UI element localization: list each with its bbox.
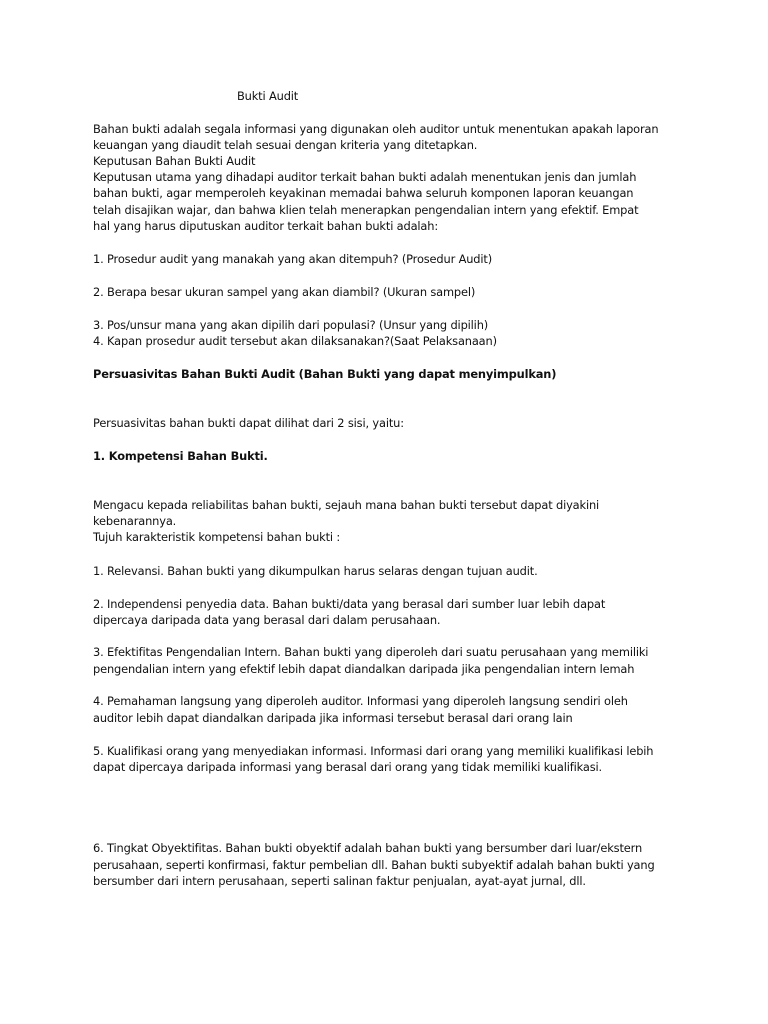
characteristic-line: bersumber dari intern perusahaan, seperti salinan faktur penjualan, ayat-ayat jurnal, dll. <box>93 874 586 888</box>
intro-line: Keputusan Bahan Bukti Audit <box>93 154 256 168</box>
characteristic-line: 6. Tingkat Obyektifitas. Bahan bukti obyektif adalah bahan bukti yang bersumber dari luar/ekstern <box>93 841 643 855</box>
intro-line: keuangan yang diaudit telah sesuai dengan kriteria yang ditetapkan. <box>93 138 478 152</box>
characteristic-line: dapat dipercaya daripada informasi yang berasal dari orang yang tidak memiliki kualifikasi. <box>93 760 602 774</box>
characteristic-line: 3. Efektifitas Pengendalian Intern. Bahan bukti yang diperoleh dari suatu perusahaan yang memiliki <box>93 645 649 659</box>
competence-heading: 1. Kompetensi Bahan Bukti. <box>93 449 268 463</box>
characteristic-line: perusahaan, seperti konfirmasi, faktur pembelian dll. Bahan bukti subyektif adalah bahan bukti yang <box>93 858 655 872</box>
decision-item: 2. Berapa besar ukuran sampel yang akan diambil? (Ukuran sampel) <box>93 285 476 299</box>
competence-intro-line: Mengacu kepada reliabilitas bahan bukti, sejauh mana bahan bukti tersebut dapat diyakini <box>93 498 600 512</box>
intro-line: telah disajikan wajar, dan bahwa klien telah menerapkan pengendalian intern yang efektif. Empat <box>93 203 639 217</box>
characteristic-line: 2. Independensi penyedia data. Bahan bukti/data yang berasal dari sumber luar lebih dapat <box>93 597 606 611</box>
intro-line: Bahan bukti adalah segala informasi yang digunakan oleh auditor untuk menentukan apakah laporan <box>93 122 659 136</box>
intro-line: hal yang harus diputuskan auditor terkait bahan bukti adalah: <box>93 219 439 233</box>
persuasive-intro: Persuasivitas bahan bukti dapat dilihat dari 2 sisi, yaitu: <box>93 416 404 430</box>
decision-item: 4. Kapan prosedur audit tersebut akan dilaksanakan?(Saat Pelaksanaan) <box>93 334 497 348</box>
competence-intro-line: kebenarannya. <box>93 514 177 528</box>
intro-line: bahan bukti, agar memperoleh keyakinan memadai bahwa seluruh komponen laporan keuangan <box>93 186 634 200</box>
characteristic-line: 1. Relevansi. Bahan bukti yang dikumpulkan harus selaras dengan tujuan audit. <box>93 564 538 578</box>
decision-item: 1. Prosedur audit yang manakah yang akan ditempuh? (Prosedur Audit) <box>93 252 492 266</box>
characteristic-line: dipercaya daripada data yang berasal dari dalam perusahaan. <box>93 613 441 627</box>
characteristic-line: pengendalian intern yang efektif lebih dapat diandalkan daripada jika pengendalian intern lemah <box>93 662 635 676</box>
characteristic-line: 5. Kualifikasi orang yang menyediakan informasi. Informasi dari orang yang memiliki kualifikasi lebih <box>93 744 654 758</box>
persuasive-heading: Persuasivitas Bahan Bukti Audit (Bahan Bukti yang dapat menyimpulkan) <box>93 367 557 381</box>
characteristic-line: 4. Pemahaman langsung yang diperoleh auditor. Informasi yang diperoleh langsung sendiri oleh <box>93 694 628 708</box>
decision-item: 3. Pos/unsur mana yang akan dipilih dari populasi? (Unsur yang dipilih) <box>93 318 489 332</box>
intro-line: Keputusan utama yang dihadapi auditor terkait bahan bukti adalah menentukan jenis dan jumlah <box>93 170 637 184</box>
document-title: Bukti Audit <box>237 89 299 103</box>
competence-intro-line: Tujuh karakteristik kompetensi bahan bukti : <box>93 530 341 544</box>
characteristic-line: auditor lebih dapat diandalkan daripada jika informasi tersebut berasal dari orang lain <box>93 711 573 725</box>
